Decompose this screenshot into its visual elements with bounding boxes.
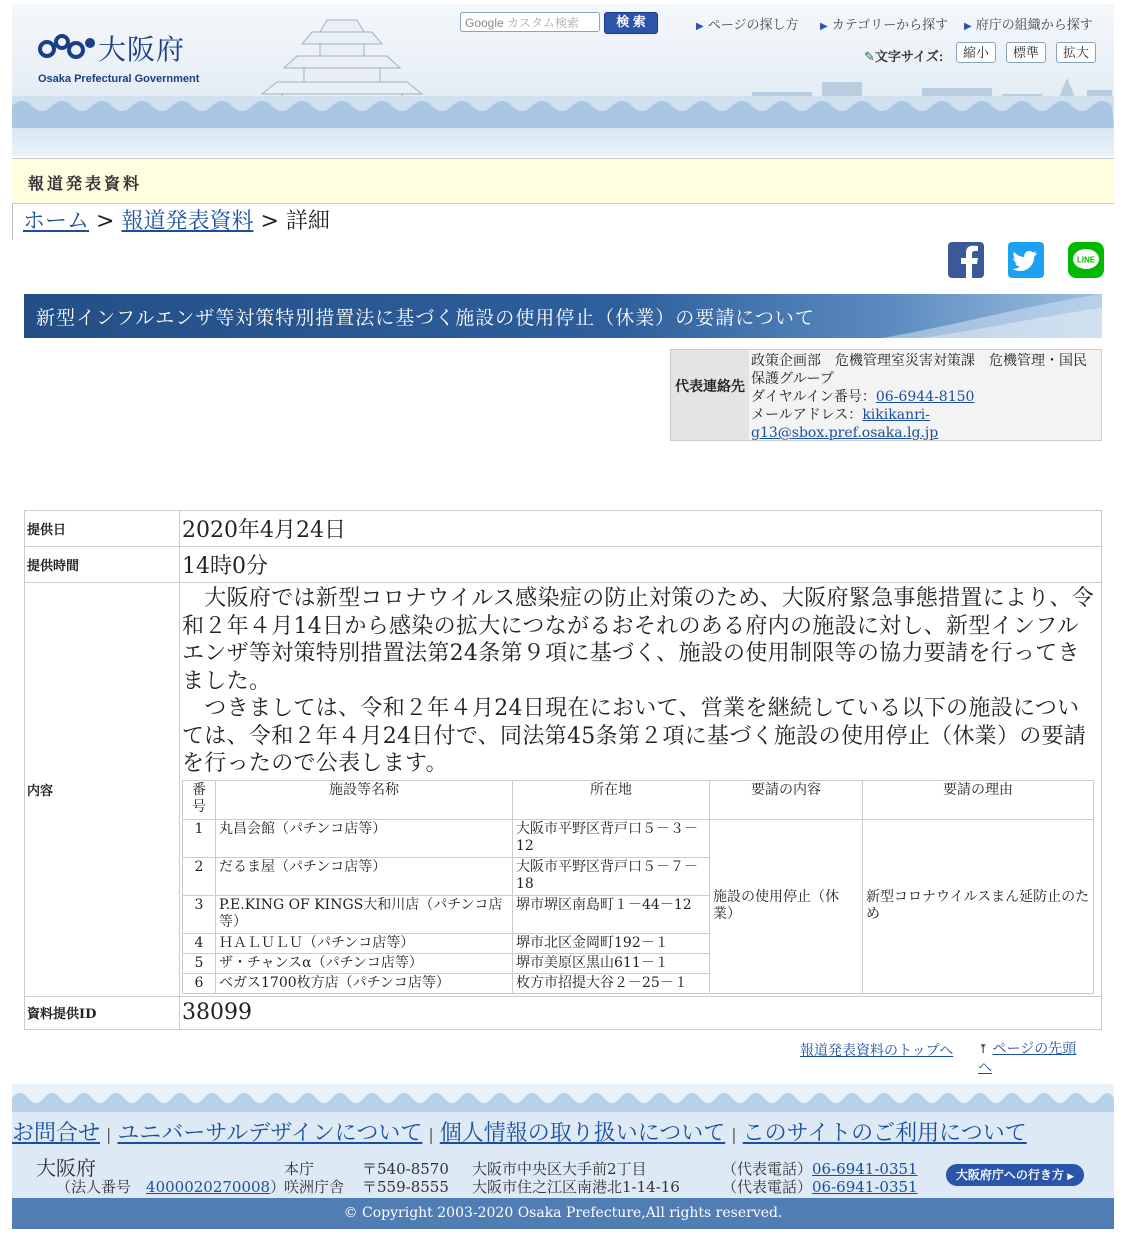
page-title-bar	[24, 294, 1102, 338]
chevron-right-icon: ▶	[964, 21, 972, 32]
footer-org-name: 大阪府	[36, 1156, 96, 1180]
facility-address: 堺市北区金岡町192－１	[513, 933, 710, 953]
footer-link-universal-design[interactable]: ユニバーサルデザインについて	[117, 1121, 423, 1146]
footer-separator: |	[731, 1125, 737, 1144]
search-button[interactable]: 検 索	[604, 12, 658, 34]
facilities-table	[182, 780, 1094, 994]
nav-organization-search[interactable]	[964, 14, 1093, 33]
breadcrumb-separator: >	[89, 209, 122, 234]
facility-name: 丸昌会館（パチンコ店等）	[216, 819, 513, 857]
content-paragraph-2: つきましては、令和２年４月24日現在において、営業を継続している以下の施設については、令和２年４月24日付で、同法第45条第２項に基づく施設の使用停止（休業）の要請を行ったので公表します。	[182, 696, 1087, 776]
facility-name: ベガス1700枚方店（パチンコ店等）	[216, 973, 513, 993]
office2-tel-link[interactable]: 06-6941-0351	[812, 1178, 918, 1196]
time-value: 14時0分	[180, 547, 1102, 583]
contact-mail: メールアドレス：kikikanri- g13@sbox.pref.osaka.lg.jp	[751, 407, 939, 441]
office1-name: 本庁	[284, 1160, 315, 1178]
font-size-label: ✎文字サイズ:	[864, 49, 944, 64]
col-header-number: 番号	[183, 780, 216, 819]
footer-link-contact[interactable]: お問合せ	[12, 1121, 101, 1146]
office2-tel: （代表電話）06-6941-0351	[722, 1178, 918, 1196]
decorative-wave-band	[12, 96, 1114, 128]
facebook-icon[interactable]	[948, 242, 984, 278]
line-icon[interactable]	[1068, 242, 1104, 278]
section-bar	[12, 158, 1114, 204]
footer-separator: |	[428, 1125, 434, 1144]
page-top-link-wrap	[978, 1040, 1088, 1078]
contact-dialin: ダイヤルイン番号：06-6944-8150	[751, 389, 975, 405]
title-bar-swoosh	[882, 294, 1102, 338]
facility-address: 大阪市平野区背戸口５－３－12	[513, 819, 710, 857]
contact-label: 代表連絡先	[671, 350, 749, 440]
col-header-reason: 要請の理由	[863, 780, 1094, 819]
page-title: 新型インフルエンザ等対策特別措置法に基づく施設の使用停止（休業）の要請について	[36, 307, 815, 329]
facility-address: 堺市美原区黒山611－１	[513, 953, 710, 973]
footer-wave-decoration	[12, 1084, 1114, 1112]
footer-link-privacy[interactable]: 個人情報の取り扱いについて	[439, 1121, 726, 1146]
content-text	[182, 585, 1099, 778]
font-size-normal-button[interactable]: 標準	[1006, 42, 1046, 63]
chevron-right-icon: ▶	[820, 21, 828, 32]
chevron-right-icon: ▶	[696, 21, 704, 32]
office1-zip: 〒540-8570	[362, 1160, 449, 1178]
office1-tel-link[interactable]: 06-6941-0351	[812, 1160, 918, 1178]
facility-number: 3	[183, 895, 216, 933]
site-logo-subtitle: Osaka Prefectural Government	[38, 73, 200, 85]
content-paragraph-1: 大阪府では新型コロナウイルス感染症の防止対策のため、大阪府緊急事態措置により、令和２年４月14日から感染の拡大につながるおそれのある府内の施設に対し、新型インフルエンザ等対策特別措置法第24条第９項に基づく、施設の使用制限等の協力要請を行ってきました。	[182, 586, 1095, 694]
office2-address: 大阪市住之江区南港北1-14-16	[472, 1178, 680, 1196]
footer-separator: |	[106, 1125, 112, 1144]
page-top-link[interactable]: ページの先頭へ	[978, 1041, 1077, 1076]
office2-zip: 〒559-8555	[362, 1178, 449, 1196]
col-header-request: 要請の内容	[710, 780, 863, 819]
facility-address: 堺市堺区南島町１－44－12	[513, 895, 710, 933]
site-header	[12, 4, 1114, 156]
nav-category-search[interactable]	[820, 14, 948, 33]
contact-details	[751, 352, 1099, 442]
nav-page-search-guide[interactable]	[696, 14, 798, 33]
id-label: 資料提供ID	[25, 996, 180, 1029]
col-header-address: 所在地	[513, 780, 710, 819]
office1-tel: （代表電話）06-6941-0351	[722, 1160, 918, 1178]
nav-label: カテゴリーから探す	[831, 17, 949, 32]
facility-number: 4	[183, 933, 216, 953]
date-value: 2020年4月24日	[180, 511, 1102, 547]
chevron-right-icon: ▶	[1067, 1171, 1075, 1181]
search-input[interactable]	[460, 12, 600, 32]
footer-links	[12, 1116, 1027, 1147]
facility-request: 施設の使用停止（休業）	[710, 819, 863, 993]
press-details-table	[24, 510, 1102, 1030]
line-icon-label: LINE	[1076, 255, 1096, 265]
contact-department: 政策企画部 危機管理室災害対策課 危機管理・国民保護グループ	[751, 353, 1087, 387]
font-size-small-button[interactable]: 縮小	[956, 42, 996, 63]
facility-name: ＨＡＬＵＬＵ（パチンコ店等）	[216, 933, 513, 953]
facility-name: P.E.KING OF KINGS大和川店（パチンコ店等）	[216, 895, 513, 933]
facility-name: だるま屋（パチンコ店等）	[216, 857, 513, 895]
facility-name: ザ・チャンスα（パチンコ店等）	[216, 953, 513, 973]
search-brand: Google	[465, 16, 504, 30]
facility-reason: 新型コロナウイルスまん延防止のため	[863, 819, 1094, 993]
contact-box	[670, 349, 1102, 441]
twitter-icon[interactable]	[1008, 242, 1044, 278]
content-label: 内容	[25, 583, 180, 997]
time-label: 提供時間	[25, 547, 180, 583]
content-cell	[180, 583, 1102, 997]
facility-address: 大阪市平野区背戸口５－７－18	[513, 857, 710, 895]
facility-number: 6	[183, 973, 216, 993]
footer-link-site-usage[interactable]: このサイトのご利用について	[742, 1121, 1027, 1146]
id-value: 38099	[180, 996, 1102, 1029]
breadcrumb-separator: >	[253, 209, 286, 234]
breadcrumb	[12, 204, 1112, 240]
access-directions-button[interactable]: 大阪府庁への行き方 ▶	[946, 1164, 1084, 1186]
date-label: 提供日	[25, 511, 180, 547]
font-size-icon: ✎	[864, 49, 875, 64]
site-logo-text[interactable]: 大阪府	[98, 34, 186, 65]
copyright: © Copyright 2003-2020 Osaka Prefecture,All rights reserved.	[12, 1198, 1114, 1229]
contact-phone-link[interactable]: 06-6944-8150	[875, 389, 975, 405]
office1-address: 大阪市中央区大手前2丁目	[472, 1160, 647, 1178]
nav-label: 府庁の組織から探す	[975, 17, 1093, 32]
font-size-large-button[interactable]: 拡大	[1056, 42, 1096, 63]
facility-number: 5	[183, 953, 216, 973]
footer-corp-number: （法人番号 4000020270008）	[56, 1178, 286, 1196]
facility-number: 1	[183, 819, 216, 857]
arrow-up-icon: ⤒	[978, 1042, 989, 1056]
facility-number: 2	[183, 857, 216, 895]
office2-name: 咲洲庁舎	[284, 1178, 345, 1196]
breadcrumb-press-link[interactable]: 報道発表資料	[121, 209, 254, 234]
contact-mail-link[interactable]: kikikanri- g13@sbox.pref.osaka.lg.jp	[751, 407, 939, 441]
header-gradient-strip	[12, 128, 1114, 156]
corp-number-link[interactable]: 4000020270008	[146, 1178, 271, 1196]
nav-label: ページの探し方	[707, 17, 799, 32]
facility-address: 枚方市招提大谷２－25－１	[513, 973, 710, 993]
breadcrumb-home-link[interactable]: ホーム	[23, 209, 90, 234]
osaka-castle-illustration	[242, 12, 442, 104]
col-header-name: 施設等名称	[216, 780, 513, 819]
osaka-logo-icon[interactable]	[38, 32, 96, 62]
search-placeholder: カスタム検索	[507, 16, 580, 30]
breadcrumb-current: 詳細	[285, 209, 330, 234]
section-title: 報道発表資料	[28, 174, 143, 193]
press-top-link[interactable]: 報道発表資料のトップへ	[800, 1043, 954, 1059]
